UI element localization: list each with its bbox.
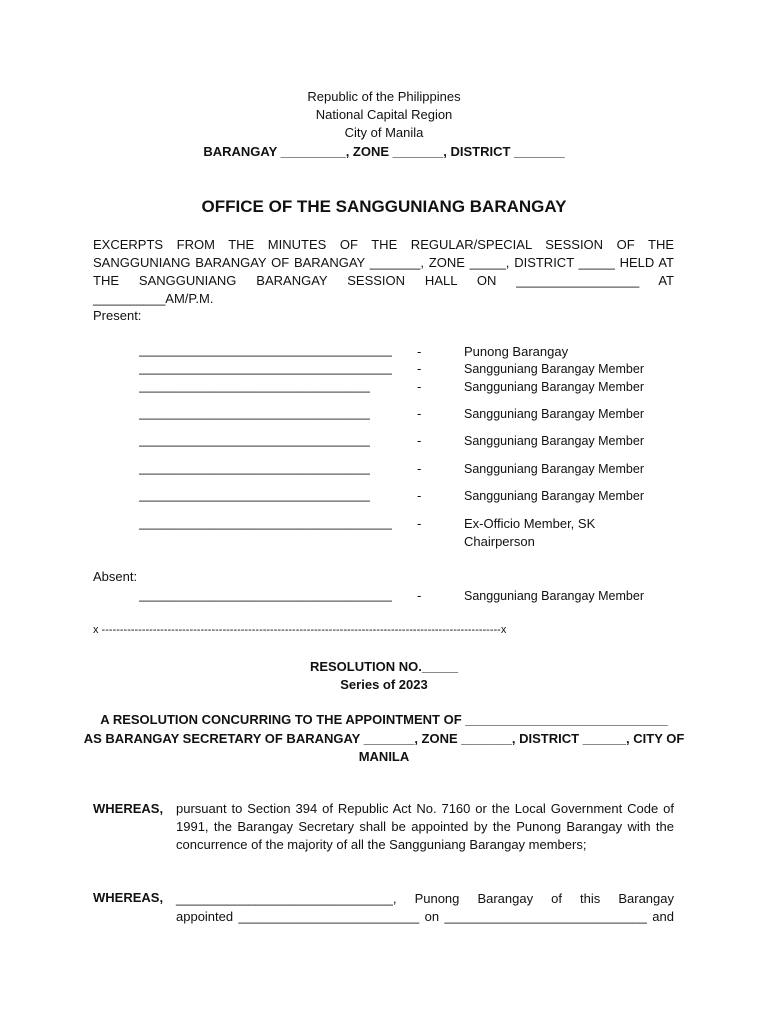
role-ex-officio-line1: Ex-Officio Member, SK	[464, 516, 596, 531]
resolution-number: RESOLUTION NO._____	[309, 659, 459, 674]
signature-line: ___________________________________	[139, 587, 393, 602]
role-member: Sangguniang Barangay Member	[464, 589, 644, 603]
signature-line: ________________________________	[139, 432, 371, 447]
excerpt-paragraph: EXCERPTS FROM THE MINUTES OF THE REGULAR/SPECIAL SESSION OF THE SANGGUNIANG BARANGAY OF BARANGAY _______, ZONE _____, DISTRICT _____ HELD AT THE SANGGUNIANG BARANGAY SESSION HALL ON _________________ AT __________AM/P.M.	[93, 237, 674, 306]
whereas-label: WHEREAS,	[93, 890, 164, 905]
dash: -	[417, 406, 422, 421]
role-member: Sangguniang Barangay Member	[464, 362, 644, 376]
signature-line: ________________________________	[139, 487, 371, 502]
role-member: Sangguniang Barangay Member	[464, 462, 644, 476]
region-text: National Capital Region	[315, 107, 453, 122]
role-punong-barangay: Punong Barangay	[464, 344, 569, 359]
signature-line: ___________________________________	[139, 360, 393, 375]
signature-line: ___________________________________	[139, 515, 393, 530]
separator-line: x -------------------------------------------------------------------------------------------------------------x	[93, 624, 507, 636]
role-member: Sangguniang Barangay Member	[464, 380, 644, 394]
dash: -	[417, 361, 422, 376]
absent-label: Absent:	[93, 569, 138, 584]
republic-text: Republic of the Philippines	[307, 89, 461, 104]
resolution-series: Series of 2023	[340, 677, 428, 692]
dash: -	[417, 433, 422, 448]
office-title: OFFICE OF THE SANGGUNIANG BARANGAY	[201, 197, 567, 216]
role-member: Sangguniang Barangay Member	[464, 434, 644, 448]
whereas-clause-line1: ______________________________, Punong Barangay of this Barangay	[176, 891, 674, 906]
role-member: Sangguniang Barangay Member	[464, 489, 644, 503]
signature-line: ________________________________	[139, 460, 371, 475]
role-member: Sangguniang Barangay Member	[464, 407, 644, 421]
signature-line: ________________________________	[139, 405, 371, 420]
barangay-zone-district-line: BARANGAY _________, ZONE _______, DISTRICT _______	[203, 144, 565, 159]
dash: -	[417, 488, 422, 503]
dash: -	[417, 588, 422, 603]
dash: -	[417, 461, 422, 476]
signature-line: ___________________________________	[139, 342, 393, 357]
present-label: Present:	[93, 308, 142, 323]
city-text: City of Manila	[344, 125, 424, 140]
resolution-title-line1: A RESOLUTION CONCURRING TO THE APPOINTMENT OF ____________________________	[100, 712, 668, 727]
dash: -	[417, 516, 422, 531]
dash: -	[417, 344, 422, 359]
resolution-title-line3: MANILA	[358, 749, 410, 764]
signature-line: ________________________________	[139, 378, 371, 393]
whereas-clause-text: pursuant to Section 394 of Republic Act No. 7160 or the Local Government Code of 1991, the Barangay Secretary shall be appointed by the Punong Barangay with the concurrence of the majority of all the Sangguniang Barangay members;	[176, 801, 674, 852]
resolution-title-line2: AS BARANGAY SECRETARY OF BARANGAY _______, ZONE _______, DISTRICT ______, CITY OF	[83, 731, 685, 746]
dash: -	[417, 379, 422, 394]
whereas-clause-line2: appointed _________________________ on ____________________________ and	[176, 909, 674, 924]
role-ex-officio-line2: Chairperson	[464, 534, 535, 549]
whereas-label: WHEREAS,	[93, 801, 164, 816]
